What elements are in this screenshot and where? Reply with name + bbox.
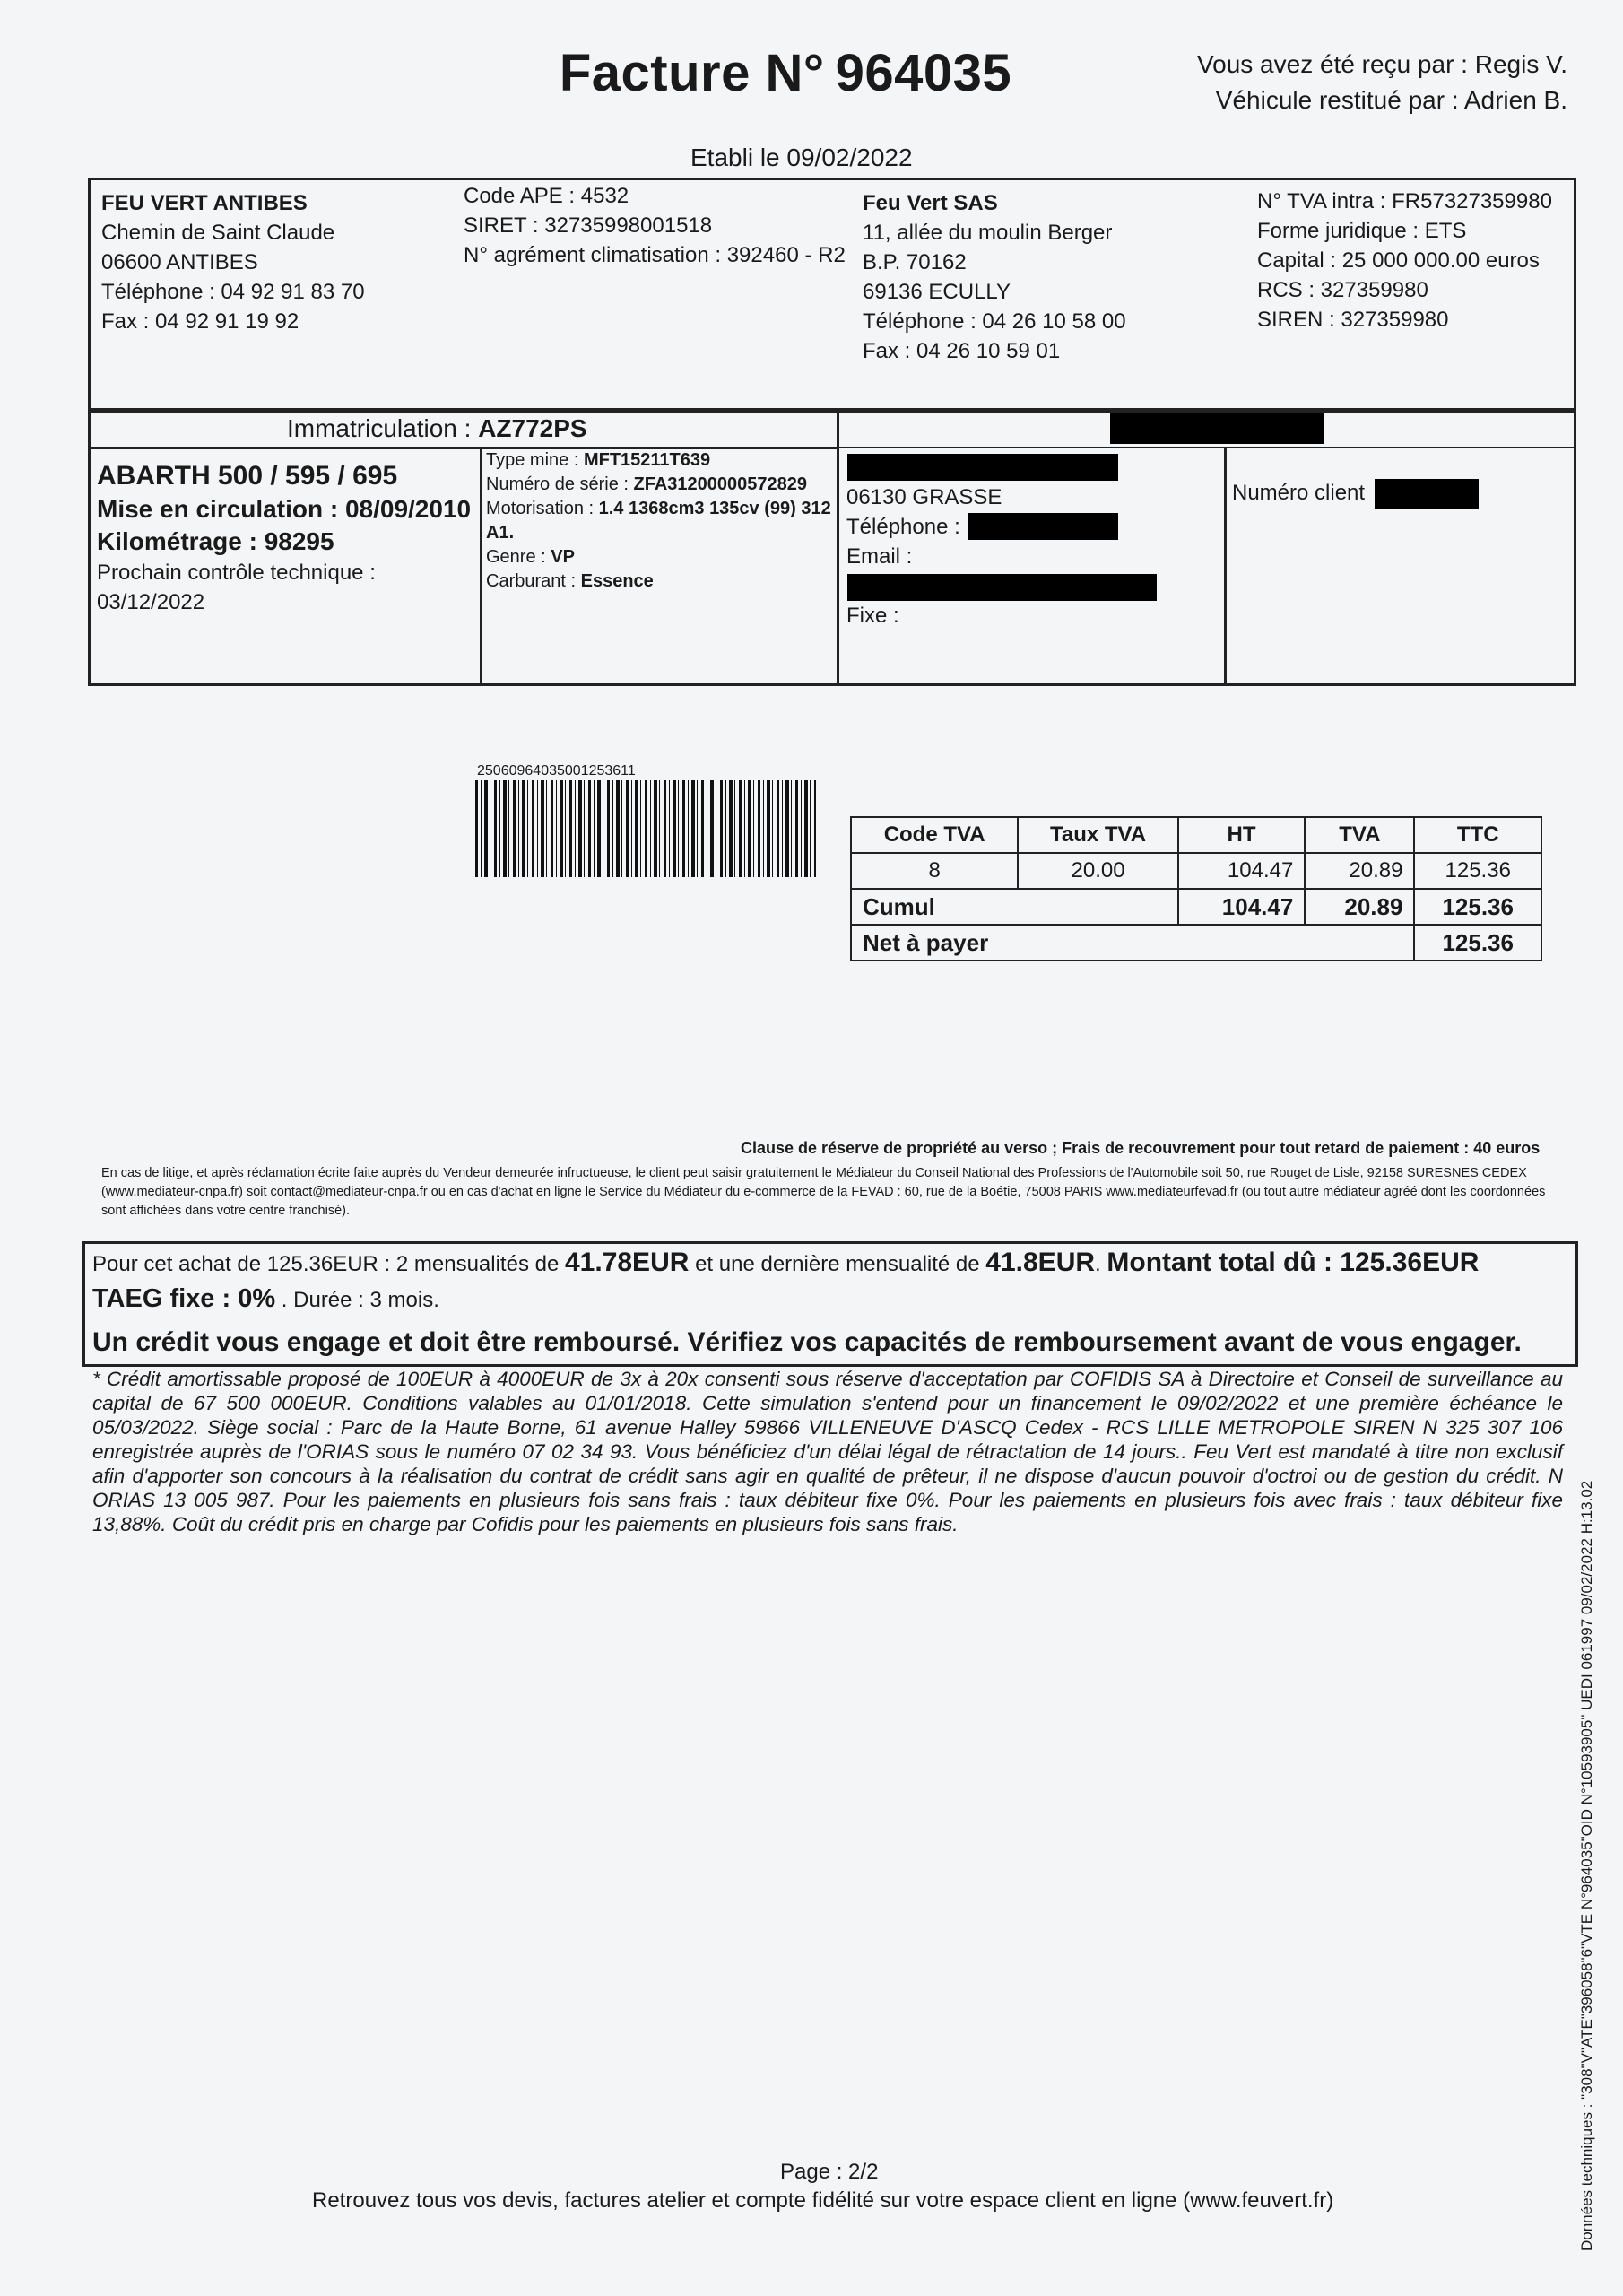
credit-warning: Un crédit vous engage et doit être remboursé. Vérifiez vos capacités de remboursement avant de vous engager. [92, 1327, 1522, 1357]
footer-web: Retrouvez tous vos devis, factures atelier et compte fidélité sur votre espace client en ligne (www.feuvert.fr) [312, 2188, 1334, 2213]
vehicle-specs: Type mine : MFT15211T639 Numéro de série : ZFA31200000572829 Motorisation : 1.4 1368cm3 135cv (99) 312 A1. Genre : VP Carburant : Essence [486, 450, 831, 591]
kilometrage: Kilométrage : 98295 [97, 527, 334, 555]
ct-date: 03/12/2022 [97, 590, 205, 614]
tva-row: 8 20.00 104.47 20.89 125.36 [851, 853, 1541, 889]
vehicle-main [97, 459, 471, 617]
client-block [846, 483, 1002, 631]
tva-table [850, 816, 1542, 961]
net-a-payer-row: Net à payer 125.36 [851, 925, 1541, 961]
credit-line2: TAEG fixe : 0% . Durée : 3 mois. [92, 1284, 439, 1313]
invoice-number: 964035 [835, 44, 1012, 102]
vehicle-model: ABARTH 500 / 595 / 695 [97, 461, 398, 491]
reserve-clause: Clause de réserve de propriété au verso ; Frais de recouvrement pour tout retard de paiement : 40 euros [741, 1139, 1541, 1157]
immatriculation: Immatriculation : AZ772PS [287, 414, 587, 442]
redacted-phone [968, 513, 1118, 540]
invoice-title: Facture N° 964035 [559, 44, 1012, 102]
received-by: Vous avez été reçu par : Regis V. [1197, 50, 1567, 78]
immat-number: AZ772PS [478, 414, 587, 442]
page-number: Page : 2/2 [780, 2160, 879, 2184]
technical-data: Données techniques : "308"V"ATE"396058"6"VTE N°964035"OID N°10593905" UEDI 061997 09/02/2022 H:13.02 [1578, 1480, 1595, 2251]
staff-info [1197, 47, 1567, 118]
client-fixe-label: Fixe : [846, 604, 899, 628]
invoice-date: Etabli le 09/02/2022 [690, 144, 913, 171]
company-legal: N° TVA intra : FR57327359980 Forme juridique : ETS Capital : 25 000 000.00 euros RCS : 327359980 SIREN : 327359980 [1257, 189, 1552, 332]
client-top-divider [837, 447, 1576, 448]
store-codes: Code APE : 4532 SIRET : 32735998001518 N° agrément climatisation : 392460 - R2 [464, 184, 846, 267]
barcode-number: 25060964035001253611 [477, 763, 636, 778]
client-divider [1224, 447, 1227, 686]
credit-line1: Pour cet achat de 125.36EUR : 2 mensualités de 41.78EUR et une dernière mensualité de 41.8EUR. Montant total dû : 125.36EUR [92, 1248, 1480, 1277]
redacted-email [847, 574, 1157, 601]
returned-by: Véhicule restitué par : Adrien B. [1215, 86, 1567, 114]
vehicle-divider [480, 447, 482, 686]
client-number-label: Numéro client [1232, 481, 1366, 505]
barcode [475, 780, 816, 877]
client-email-label: Email : [846, 544, 913, 569]
tva-header-row: Code TVA Taux TVA HT TVA TTC [851, 817, 1541, 853]
redacted-name [1110, 413, 1324, 444]
client-city: 06130 GRASSE [846, 485, 1002, 509]
credit-terms: * Crédit amortissable proposé de 100EUR à 4000EUR de 3x à 20x consenti sous réserve d'acceptation par COFIDIS SA à Directoire et Conseil de surveillance au capital de 67 500 000EUR. Conditions valables au 01/01/2018. Cette simulation s'entend pour un financement le 09/02/2022 et une première échéance le 05/03/2022. Siège social : Parc de la Haute Borne, 61 avenue Halley 59866 VILLENEUVE D'ASCQ Cedex - RCS LILLE METROPOLE SIREN N 325 307 106 enregistrée auprès de l'ORIAS sous le numéro 07 02 34 93. Vous bénéficiez d'un délai légal de rétractation de 14 jours.. Feu Vert est mandaté à titre non exclusif afin d'apporter son concours à la réalisation du contrat de crédit sans agir en qualité de prêteur, il ne dispose d'aucun pouvoir d'octroi ou de gestion du crédit. N ORIAS 13 005 987. Pour les paiements en plusieurs fois sans frais : taux débiteur fixe 0%. Pour les paiements en plusieurs fois avec frais : taux débiteur fixe 13,88%. Coût du crédit pris en charge par Cofidis pour les paiements en plusieurs fois sans frais. [92, 1368, 1563, 1535]
litige-text: En cas de litige, et après réclamation écrite faite auprès du Vendeur demeurée infructueuse, le client peut saisir gratuitement le Médiateur du Conseil National des Professions de l'Automobile soit 50, rue Rouget de Lisle, 92158 SURESNES CEDEX (www.mediateur-cnpa.fr) soit contact@mediateur-cnpa.fr ou en cas d'achat en ligne le Service du Médiateur du e-commerce de la FEVAD : 60, rue de la Boétie, 75008 PARIS www.mediateurfevad.fr (ou tout autre médiateur agréé dont les coordonnées sont affichées dans votre centre franchisé). [101, 1166, 1546, 1218]
company-block: Feu Vert SAS 11, allée du moulin Berger B.P. 70162 69136 ECULLY Téléphone : 04 26 10 58 00 Fax : 04 26 10 59 01 [863, 191, 1126, 363]
redacted-client-number [1375, 479, 1479, 509]
client-phone-label: Téléphone : [846, 515, 960, 539]
store-block: FEU VERT ANTIBES Chemin de Saint Claude 06600 ANTIBES Téléphone : 04 92 91 83 70 Fax : 04 92 91 19 92 [101, 191, 365, 334]
redacted-address [847, 454, 1118, 481]
mise-circulation: Mise en circulation : 08/09/2010 [97, 495, 472, 523]
ct-label: Prochain contrôle technique : [97, 561, 376, 585]
tva-cumul-row: Cumul 104.47 20.89 125.36 [851, 889, 1541, 925]
